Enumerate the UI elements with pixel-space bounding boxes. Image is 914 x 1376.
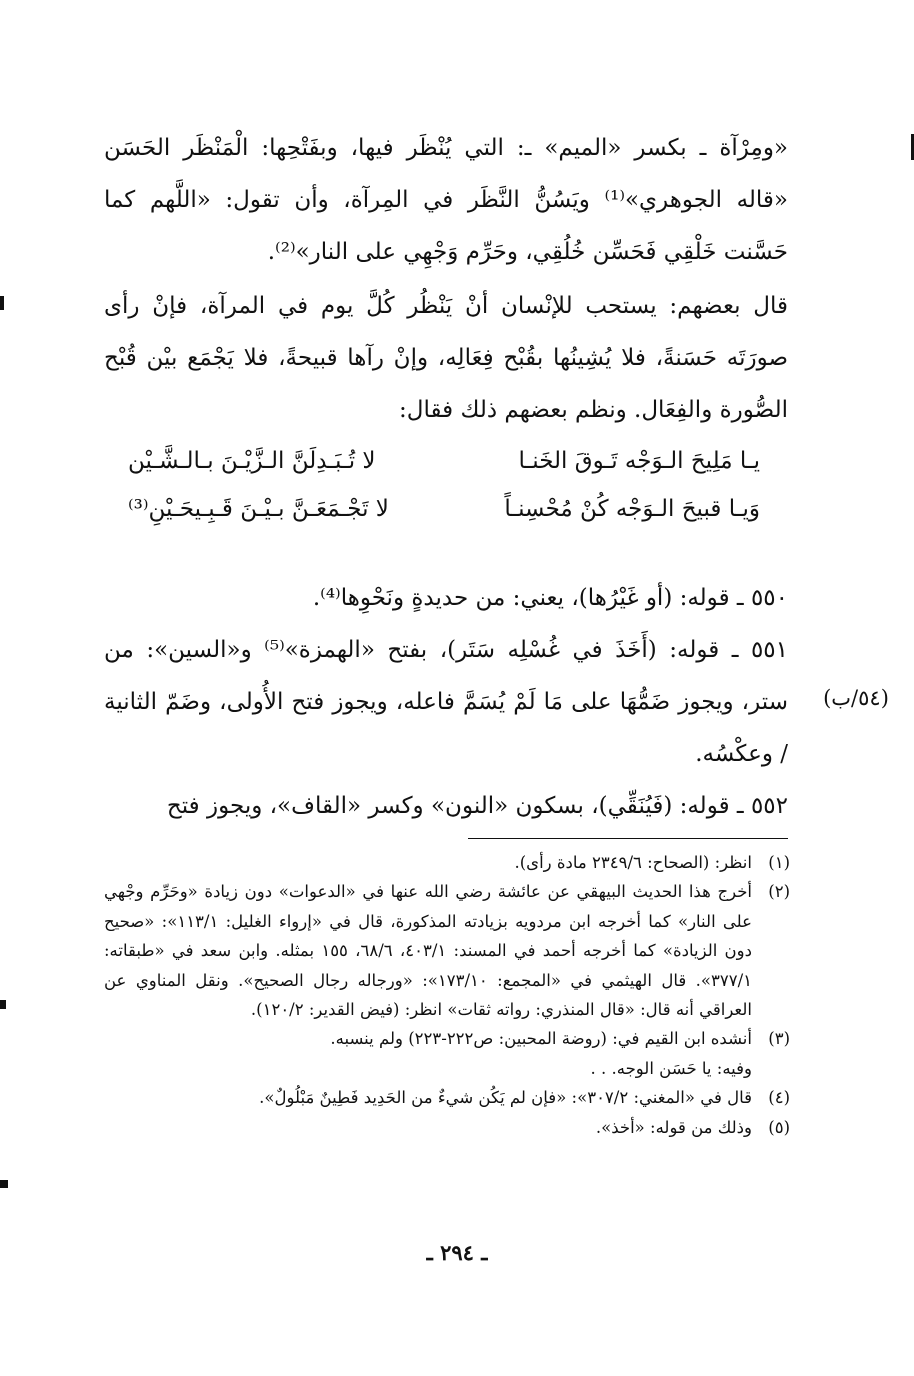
footnote-3-continuation: وفيه: يا حَسَن الوجه. . . [590, 1058, 752, 1078]
footnote-number: (٥) [768, 1117, 790, 1137]
footnote-number: (٣) [768, 1029, 790, 1049]
footnote-text: انظر: (الصحاح: ٢٣٤٩/٦ مادة رأى). [514, 853, 752, 872]
manuscript-folio-note: (٥٤/ب) [823, 686, 889, 710]
scan-edge-mark [0, 1180, 8, 1188]
scan-edge-mark [0, 296, 4, 310]
footnote-1 [104, 848, 790, 877]
paragraph-mirror-definition: «ومِرْآة ـ بكسر «الميم» ـ: التي يُنْظَر فيها، وبفَتْحِها: الْمَنْظَر الحَسَن «قاله الجوهري»⁽¹⁾ ويَسُنُّ النَّظَر في المِرآة، وأن تقول: «اللَّهم كما حَسَّنت خَلْقِي فَحَسِّن خُلُقِي، وحَرِّم وَجْهِي على النار»⁽²⁾. [104, 135, 788, 265]
paragraph-mirror-etiquette: قال بعضهم: يستحب للإنْسان أنْ يَنْظُر كُلَّ يوم في المرآة، فإنْ رأى صورَتَه حَسَنةً، فلا يُشِينُها بقُبْح فِعَالِه، وإنْ رآها قبيحةً، فلا يَجْمَع بيْن قُبْح الصُّورة والفِعَال. ونظم بعضهم ذلك فقال: [104, 293, 788, 423]
paragraph-551: ٥٥١ ـ قوله: (أَخَذَ في غُسْلِه سَتَر)، بفتح «الهمزة»⁽⁵⁾ و«السين»: من ستر، ويجوز ضَمُّهَا على مَا لَمْ يُسَمَّ فاعله، ويجوز فتح الأُولى، وضَمّ الثانية / وعكْسُه. [104, 637, 789, 767]
footnote-number: (١) [768, 853, 790, 872]
footnote-3 [104, 1024, 790, 1053]
paragraph-552: ٥٥٢ ـ قوله: (فَيُنَقِّي)، بسكون «النون» وكسر «القاف»، ويجوز فتح [166, 793, 788, 819]
footnote-divider [468, 838, 788, 839]
footnote-text: أنشده ابن القيم في: (روضة المحبين: ص٢٢٢-٢٢٣) ولم ينسبه. [330, 1029, 752, 1049]
footnote-number: (٤) [768, 1088, 790, 1108]
verse-2-second-hemistich: لا تَجْـمَعَـنَّ بـيْـنَ قَـبِـيحَـيْنِ⁽³⁾ [128, 496, 389, 522]
page-number: ـ ٢٩٤ ـ [426, 1240, 488, 1265]
footnote-4 [104, 1083, 790, 1112]
footnote-5 [104, 1113, 790, 1142]
verse-line-1 [128, 448, 760, 492]
verse-1-second-hemistich: لا تُـبَـدِلَنَّ الـزَّيْـنَ بـالـشَّـيْن [128, 448, 376, 474]
scan-edge-mark [0, 1000, 6, 1009]
verse-1-first-hemistich: يـا مَلِيحَ الـوَجْه تَـوقَ الخَنـا [518, 448, 760, 474]
verse-line-2 [128, 496, 760, 540]
footnote-number: (٢) [768, 882, 790, 902]
footnote-text: أخرج هذا الحديث البيهقي عن عائشة رضي الله عنها في «الدعوات» دون زيادة «وحَرِّم وجْهي على النار» كما أخرجه ابن مردويه بزيادته المذكورة، قال في «إرواء الغليل: ١١٣/١»: «صحيح دون الزيادة» كما أخرجه أحمد في المسند: ٤٠٣/١، ٦٨/٦، ١٥٥ بمثله. وابن سعد في «طبقاته: ٣٧٧/١». قال الهيثمي في «المجمع: ١٧٣/١٠»: «ورجاله رجال الصحيح». ونقل المناوي عن العراقي أنه قال: «قال المنذري: رواته ثقات» انظر: (فيض القدير: ١٢٠/٢). [104, 882, 753, 1020]
footnote-text: وذلك من قوله: «أخذ». [595, 1117, 752, 1137]
footnotes [104, 848, 790, 1142]
paragraph-550: ٥٥٠ ـ قوله: (أو غَيْرُها)، يعني: من حديدةٍ ونَحْوِها⁽⁴⁾. [312, 585, 788, 611]
verse-2-first-hemistich: وَيـا قبيحَ الـوَجْه كُنْ مُحْسِنـاً [504, 496, 760, 522]
footnote-text: قال في «المغني: ٣٠٧/٢»: «فإن لم يَكُن شيءٌ من الحَدِيد فَطِينٌ مَبْلُولٌ». [259, 1088, 752, 1108]
footnote-2 [104, 877, 790, 1024]
